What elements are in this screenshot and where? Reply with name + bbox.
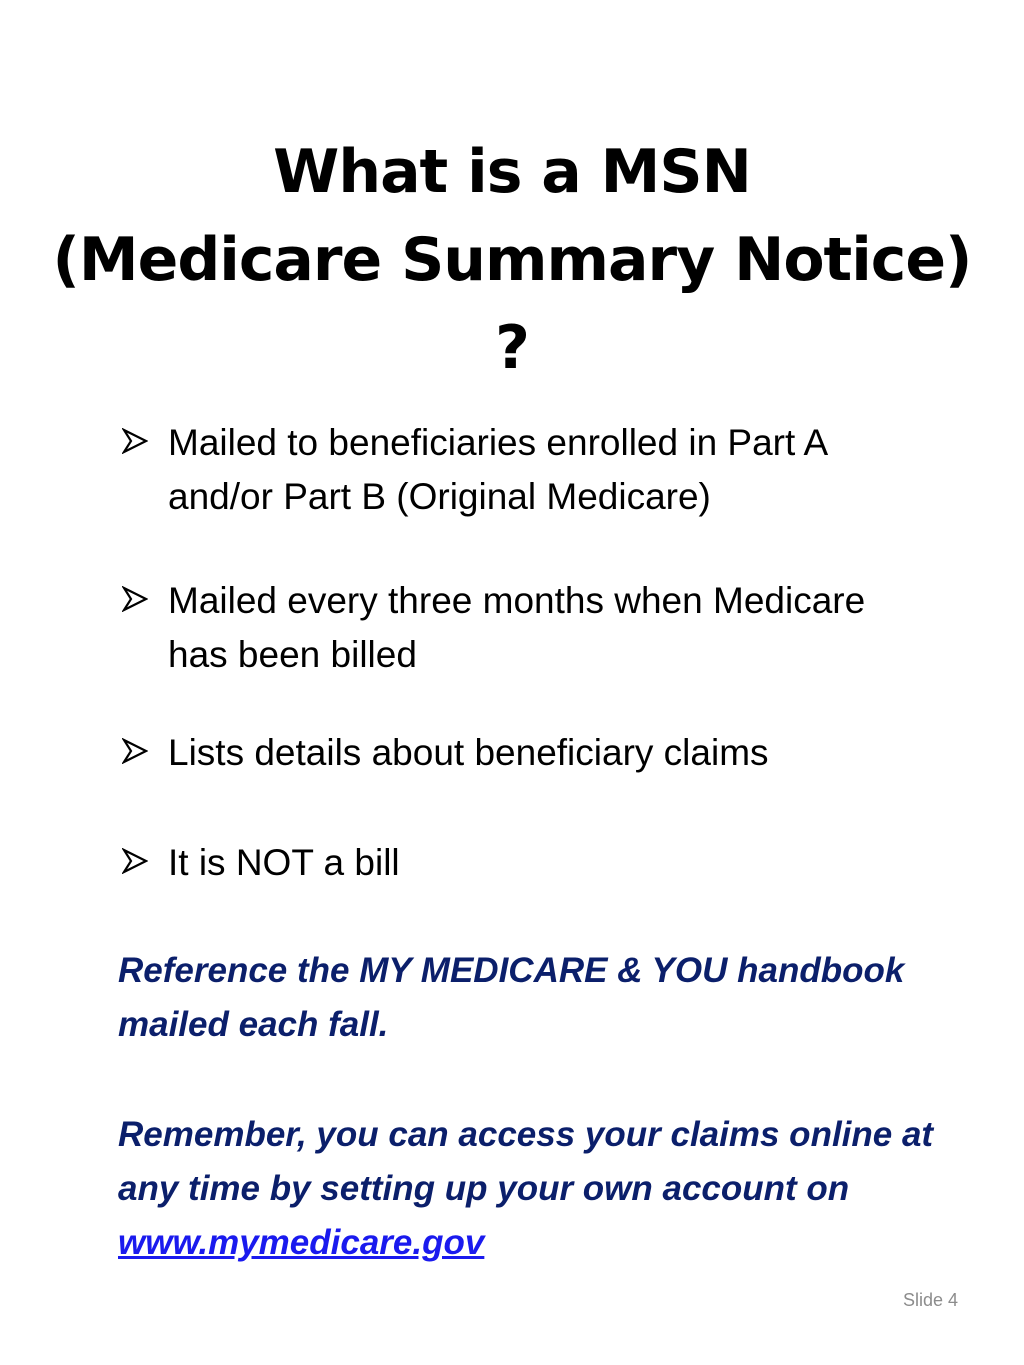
arrow-bullet-icon: [118, 416, 154, 470]
arrow-bullet-icon: [118, 574, 154, 628]
arrow-bullet-icon: [118, 726, 154, 780]
title-line-3: ?: [495, 313, 529, 383]
bullet-text: Mailed to beneficiaries enrolled in Part A and/or Part B (Original Medicare): [168, 422, 827, 517]
bullet-text: It is NOT a bill: [168, 842, 400, 883]
title-line-1: What is a MSN: [273, 137, 751, 207]
mymedicare-link[interactable]: www.mymedicare.gov: [118, 1223, 485, 1262]
online-access-text: Remember, you can access your claims online at any time by setting up your own account on: [118, 1115, 934, 1208]
arrow-bullet-icon: [118, 836, 154, 890]
bullet-item: [118, 726, 918, 780]
slide-title: [0, 128, 1024, 392]
bullet-text: Lists details about beneficiary claims: [168, 732, 769, 773]
online-access-note: [118, 1108, 938, 1270]
bullet-item: [118, 836, 918, 890]
slide-number: Slide 4: [902, 1290, 958, 1310]
title-line-2: (Medicare Summary Notice): [52, 225, 972, 295]
bullet-item: [118, 416, 918, 524]
bullet-item: [118, 574, 918, 682]
bullet-text: Mailed every three months when Medicare has been billed: [168, 580, 866, 675]
handbook-note: Reference the MY MEDICARE & YOU handbook mailed each fall.: [118, 951, 905, 1044]
